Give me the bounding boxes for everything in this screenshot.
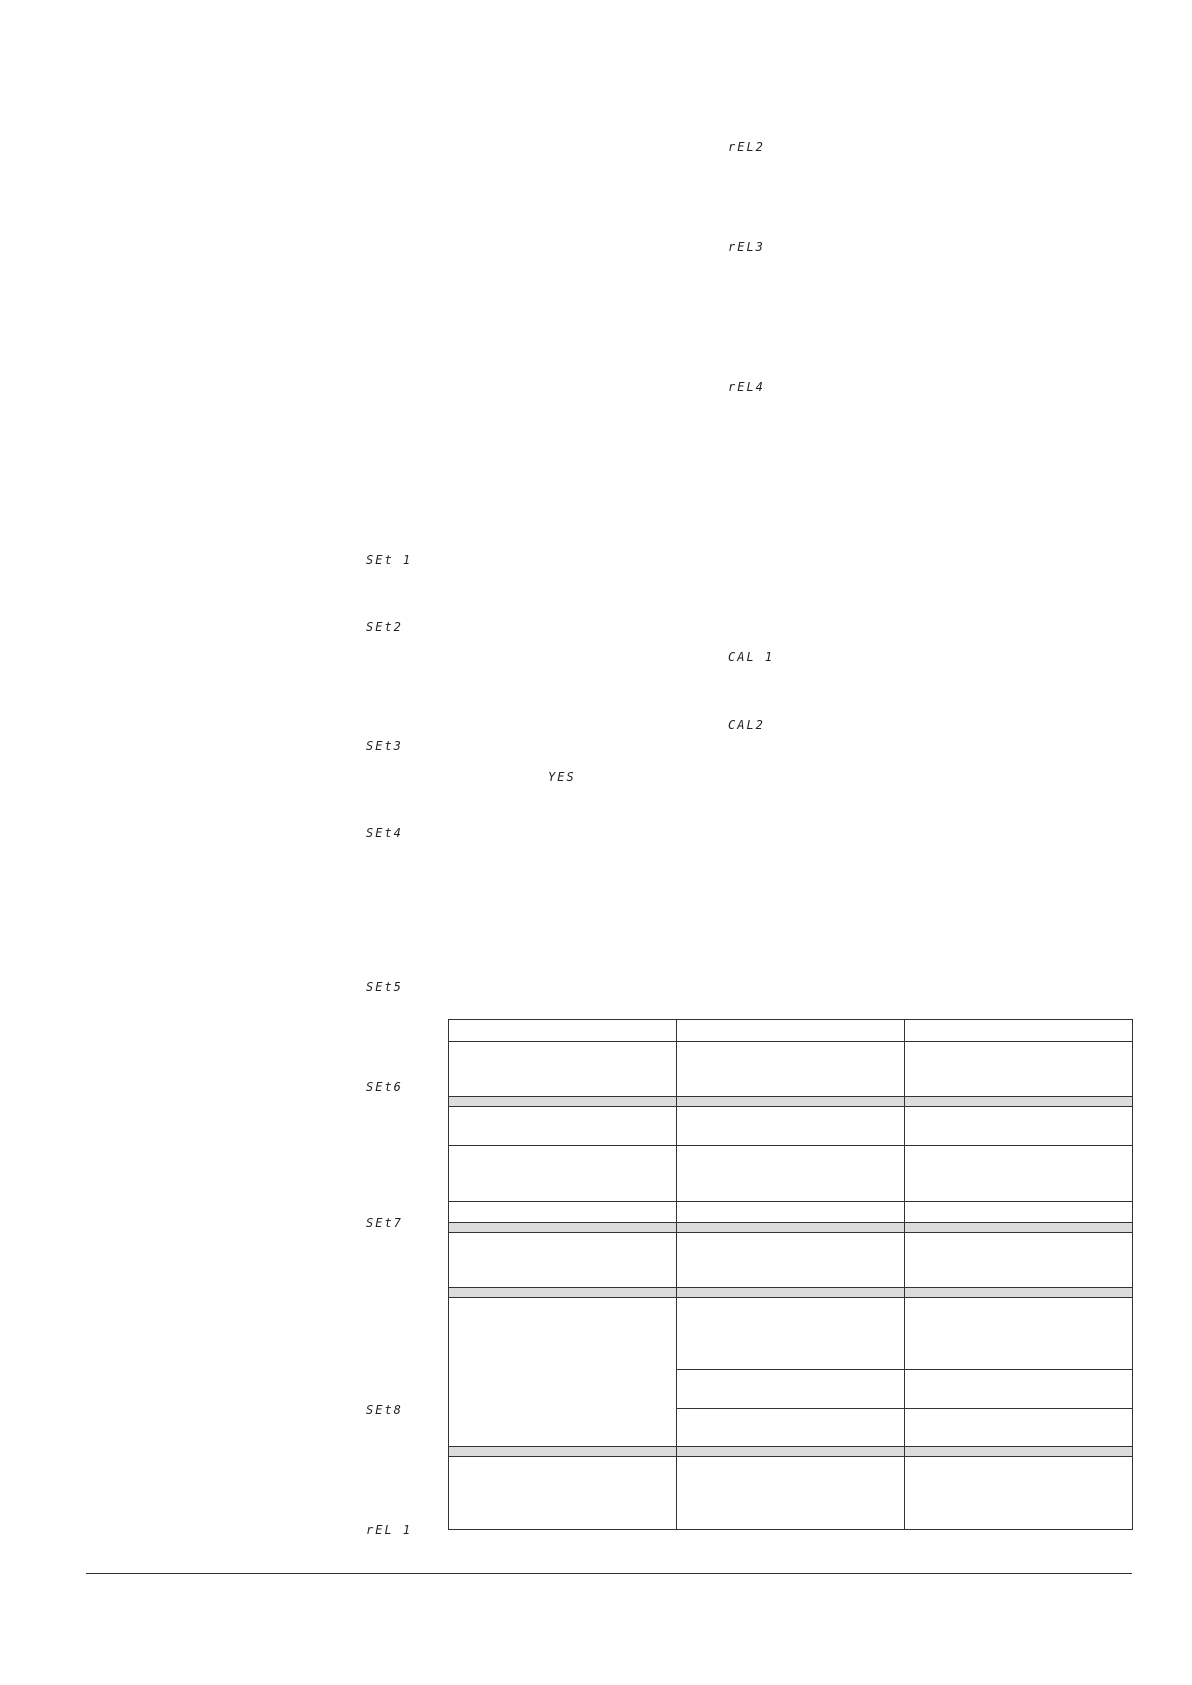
display-code-yes: YES [548,770,576,784]
table-cell [677,1146,905,1202]
table-cell [677,1447,905,1457]
table-band-row [449,1097,1133,1107]
table-cell [677,1202,905,1223]
table-cell [905,1447,1133,1457]
display-code-set5: SEt5 [366,980,403,994]
table-cell [677,1097,905,1107]
table-row [449,1146,1133,1202]
table-cell [677,1298,905,1370]
display-code-set6: SEt6 [366,1080,403,1094]
table-cell [905,1107,1133,1146]
display-code-cal2: CAL2 [728,718,765,732]
table-cell [905,1409,1133,1447]
display-code-cal1: CAL 1 [728,650,775,664]
table-cell [677,1233,905,1288]
table-cell [449,1107,677,1146]
table-cell [905,1457,1133,1530]
table-row [449,1298,1133,1370]
parameter-table [448,1019,1133,1530]
table-cell [449,1447,677,1457]
display-code-set8: SEt8 [366,1403,403,1417]
table-row [449,1107,1133,1146]
display-code-rel1: rEL 1 [366,1523,413,1537]
table-cell [905,1202,1133,1223]
table-cell [677,1020,905,1042]
display-code-set1: SEt 1 [366,553,413,567]
table-band-row [449,1223,1133,1233]
table-cell [449,1097,677,1107]
table-cell [449,1457,677,1530]
table-cell [449,1288,677,1298]
table-cell [449,1202,677,1223]
display-code-rel3: rEL3 [728,240,765,254]
table-row [449,1042,1133,1097]
table-cell [677,1457,905,1530]
table-row [449,1020,1133,1042]
table-cell [905,1288,1133,1298]
table-cell [449,1042,677,1097]
display-code-rel2: rEL2 [728,140,765,154]
table-cell [677,1288,905,1298]
table-cell-merged [449,1298,677,1447]
table-cell [905,1233,1133,1288]
table-cell [449,1020,677,1042]
footer-divider [86,1573,1132,1574]
table-cell [905,1020,1133,1042]
display-code-set3: SEt3 [366,739,403,753]
table-cell [449,1223,677,1233]
table-cell [905,1370,1133,1409]
table-cell [905,1042,1133,1097]
table-row [449,1233,1133,1288]
table-cell [449,1233,677,1288]
table-cell [677,1042,905,1097]
table-cell [677,1370,905,1409]
table-band-row [449,1447,1133,1457]
display-code-set4: SEt4 [366,826,403,840]
table-band-row [449,1288,1133,1298]
table-cell [677,1223,905,1233]
table-cell [449,1146,677,1202]
table-cell [905,1223,1133,1233]
table-cell [905,1298,1133,1370]
table-row [449,1457,1133,1530]
table-row [449,1202,1133,1223]
display-code-set7: SEt7 [366,1216,403,1230]
display-code-rel4: rEL4 [728,380,765,394]
table-cell [905,1097,1133,1107]
table-cell [905,1146,1133,1202]
display-code-set2: SEt2 [366,620,403,634]
table-cell [677,1409,905,1447]
table-cell [677,1107,905,1146]
